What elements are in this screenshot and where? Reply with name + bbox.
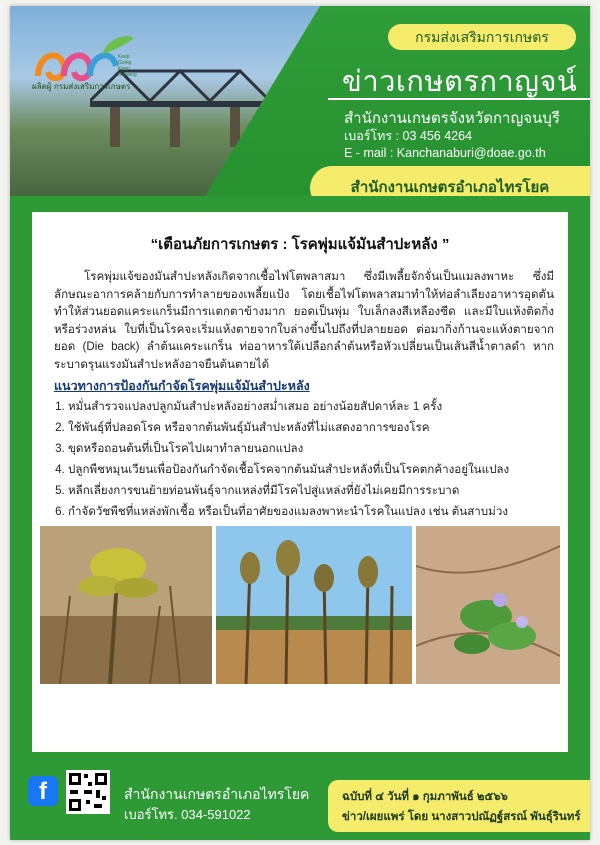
svg-text:Growing: Growing	[118, 72, 137, 78]
list-item: 6. กำจัดวัชพืชที่แหล่งพักเชื้อ หรือเป็นที่อาศัยของแมลงพาหะนำโรคในแปลง เช่น ต้นสาบม่วง	[68, 501, 568, 522]
author-credit: ข่าว/เผยแพร่ โดย นางสาวปณัฏฐ์สรณ์ พันธุ์รินทร์	[342, 811, 581, 823]
office-phone: เบอร์โทร : 03 456 4264	[344, 129, 473, 143]
photo-strip	[40, 526, 560, 684]
list-item: 3. ขุดหรือถอนต้นที่เป็นโรคไปเผาทำลายนอกแปลง	[68, 438, 568, 459]
svg-text:Keep: Keep	[118, 54, 130, 60]
facebook-icon[interactable]: f	[28, 776, 58, 806]
guidelines-heading: แนวทางการป้องกันกำจัดโรคพุ่มแจ้มันสำปะหลัง	[54, 379, 310, 393]
svg-text:Going: Going	[118, 60, 132, 66]
office-name: สำนักงานเกษตรจังหวัดกาญจนบุรี	[344, 110, 560, 127]
article-paragraph: โรคพุ่มแจ้ของมันสำปะหลังเกิดจากเชื้อไฟโตพลาสมา ซึ่งมีเพลี้ยจักจั่นเป็นแมลงพาหะ ซึ่งมีลักษณะอาการคล้ายกับการทำลายของเพลี้ยแป้ง โดยเชื้อไฟโตพลาสมาทำให้ท่อลำเลียงอาหารอุดตันทำให้ส่วนยอดแคระแกร็นมีการแตกตาข้างมาก ยอดเป็นพุ่ม ใบเล็กลงสีเหลืองซีด และมีใบแห้งติดกิ่งหรือร่วงหล่น ใบที่เป็นโรคจะเริ่มแห้งตายจากใบล่างขึ้นไปถึงที่ปลายยอด ต่อมากิ่งก้านจะแห้งตายจากยอด (Die back) ลำต้นแคระแกร็น ท่ออาหารใต้เปลือกลำต้นหรือหัวเปลี่ยนเป็นเส้นสีน้ำตาลดำ หากระบาดรุนแรงมันสำปะหลังอาจยืนต้นตายได้	[54, 270, 554, 371]
article-panel	[32, 212, 568, 752]
siam-weed-photo	[416, 526, 560, 684]
newsletter-title: ข่าวเกษตรกาญจน์	[342, 66, 578, 98]
qr-code-icon[interactable]	[66, 770, 110, 814]
svg-text:Keep: Keep	[118, 66, 130, 72]
list-item: 5. หลีกเลี่ยงการขนย้ายท่อนพันธุ์จากแหล่งที่มีโรคไปสู่แหล่งที่ยังไม่เคยมีการระบาด	[68, 480, 568, 501]
footer	[10, 758, 590, 840]
issue-number: ฉบับที่ ๔ วันที่ ๑ กุมภาพันธ์ ๒๕๖๖	[342, 791, 508, 803]
department-badge: กรมส่งเสริมการเกษตร	[388, 24, 576, 50]
list-item: 4. ปลูกพืชหมุนเวียนเพื่อป้องกันกำจัดเชื้อโรคจากต้นมันสำปะหลังที่เป็นโรคตกค้างอยู่ในแปลง	[68, 459, 568, 480]
footer-phone: เบอร์โทร. 034-591022	[124, 807, 251, 822]
article-title: “เตือนภัยการเกษตร : โรคพุ่มแจ้มันสำปะหลัง ”	[150, 236, 450, 253]
list-item: 1. หมั่นสำรวจแปลงปลูกมันสำปะหลังอย่างสม่ำเสมอ อย่างน้อยสัปดาห์ละ 1 ครั้ง	[68, 396, 568, 417]
list-item: 2. ใช้พันธุ์ที่ปลอดโรค หรือจากต้นพันธุ์มันสำปะหลังที่ไม่แสดงอาการของโรค	[68, 417, 568, 438]
guidelines-list	[40, 396, 568, 522]
logo-caption: ผลิตผู้ กรมส่งเสริมการเกษตร	[32, 82, 131, 91]
issue-info-box	[328, 780, 590, 832]
header-divider	[328, 98, 590, 100]
infected-field-photo	[216, 526, 412, 684]
diseased-plant-photo	[40, 526, 212, 684]
office-email[interactable]: E - mail : Kanchanaburi@doae.go.th	[344, 146, 546, 160]
newsletter-page	[10, 6, 590, 840]
footer-office-name: สำนักงานเกษตรอำเภอไทรโยค	[124, 786, 310, 802]
district-office-banner: สำนักงานเกษตรอำเภอไทรโยค	[310, 166, 590, 210]
